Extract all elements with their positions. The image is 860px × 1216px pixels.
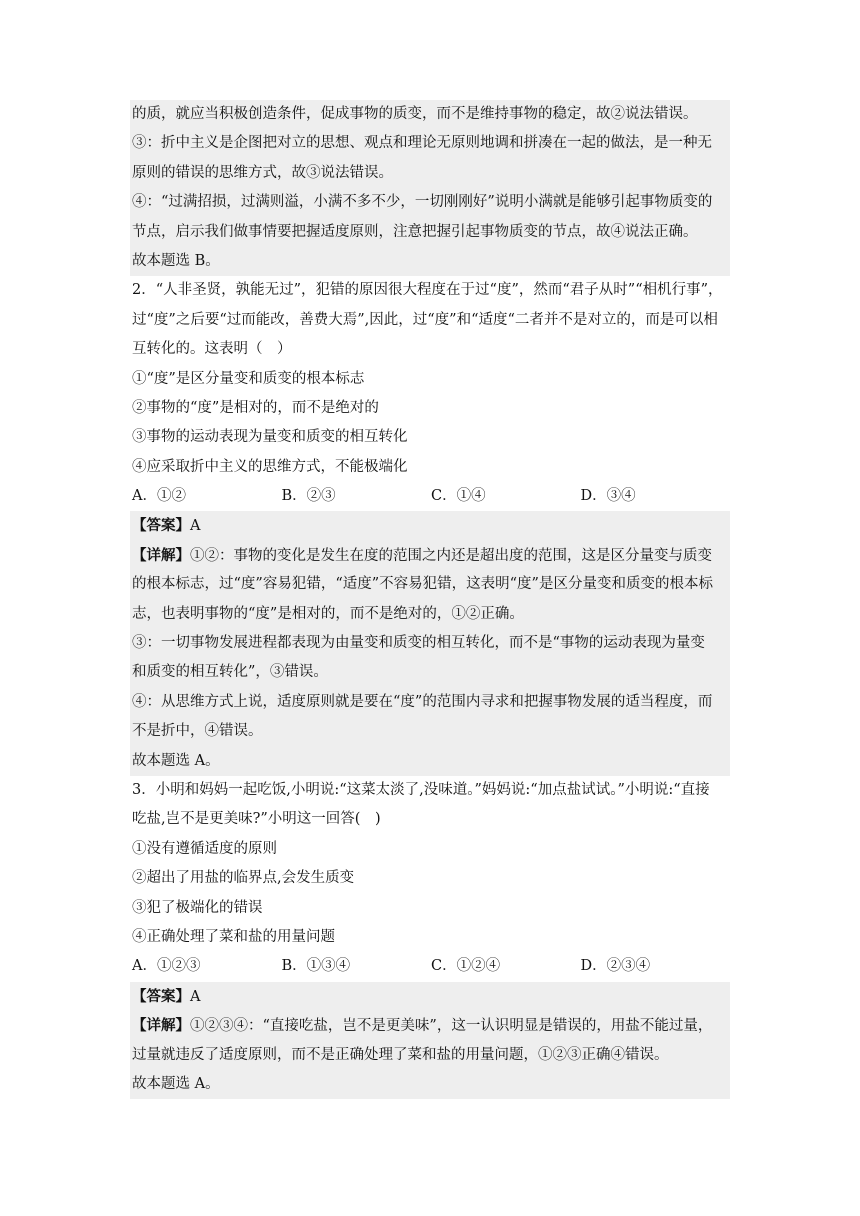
explanation-line: 原则的错误的思维方式，故③说法错误。 bbox=[130, 159, 730, 188]
question-stem-line: 互转化的。这表明（ ） bbox=[132, 341, 292, 358]
answer-tag: 【答案】 bbox=[132, 987, 190, 1005]
option-c: C．①②④ bbox=[431, 958, 501, 975]
option-b: B．①③④ bbox=[281, 958, 351, 975]
detail-line: ③：一切事物发展进程都表现为由量变和质变的相互转化，而不是“事物的运动表现为量变 bbox=[130, 629, 730, 658]
statement-item: ①没有遵循适度的原则 bbox=[132, 840, 277, 857]
detail-tag: 【详解】 bbox=[132, 546, 190, 564]
detail-line bbox=[130, 1011, 730, 1040]
statement-item: ④正确处理了菜和盐的用量问题 bbox=[132, 928, 335, 945]
detail-line: 过量就违反了适度原则，而不是正确处理了菜和盐的用量问题，①②③正确④错误。 bbox=[130, 1041, 730, 1070]
statement-item: ②超出了用盐的临界点,会发生质变 bbox=[132, 870, 355, 887]
answer-options bbox=[130, 952, 730, 981]
explanation-line: 故本题选 B。 bbox=[130, 247, 730, 276]
detail-text: ①②：事物的变化是发生在度的范围之内还是超出度的范围，这是区分量变与质变 bbox=[190, 547, 712, 564]
explanation-line: ④：“过满招损，过满则溢，小满不多不少，一切刚刚好”说明小满就是能够引起事物质变的 bbox=[130, 188, 730, 217]
option-b: B．②③ bbox=[281, 488, 336, 505]
option-c: C．①④ bbox=[431, 488, 486, 505]
statement-item: ②事物的“度”是相对的，而不是绝对的 bbox=[132, 399, 379, 416]
detail-line: 的根本标志，过“度”容易犯错，“适度”不容易犯错，这表明“度”是区分量变和质变的根本标 bbox=[130, 570, 730, 599]
answer-value: A bbox=[190, 518, 201, 535]
detail-line bbox=[130, 541, 730, 570]
explanation-line: 的质，就应当积极创造条件，促成事物的质变，而不是维持事物的稳定，故②说法错误。 bbox=[130, 100, 730, 129]
detail-line: ④：从思维方式上说，适度原则就是要在“度”的范围内寻求和把握事物发展的适当程度，而 bbox=[130, 688, 730, 717]
detail-line: 志，也表明事物的“度”是相对的，而不是绝对的，①②正确。 bbox=[130, 600, 730, 629]
question-stem-line: 3．小明和妈妈一起吃饭,小明说:“这菜太淡了,没味道。”妈妈说:“加点盐试试。”小明说:“直接 bbox=[132, 781, 710, 798]
answer-value: A bbox=[190, 988, 201, 1005]
question-stem-line: 2．“人非圣贤，孰能无过”，犯错的原因很大程度在于过“度”，然而“君子从时”“相机行事”， bbox=[132, 282, 723, 299]
detail-tag: 【详解】 bbox=[132, 1017, 190, 1035]
question-stem-line: 吃盐,岂不是更美味?”小明这一回答( ) bbox=[132, 811, 381, 828]
detail-line: 和质变的相互转化”，③错误。 bbox=[130, 658, 730, 687]
answer-line bbox=[130, 982, 730, 1011]
option-a: A．①② bbox=[132, 488, 186, 505]
option-d: D．②③④ bbox=[580, 958, 651, 975]
detail-line: 不是折中，④错误。 bbox=[130, 717, 730, 746]
explanation-line: ③：折中主义是企图把对立的思想、观点和理论无原则地调和拼凑在一起的做法，是一种无 bbox=[130, 129, 730, 158]
statement-item: ①“度”是区分量变和质变的根本标志 bbox=[132, 370, 365, 387]
option-d: D．③④ bbox=[580, 488, 636, 505]
answer-tag: 【答案】 bbox=[132, 517, 190, 535]
question-stem-line: 过“度”之后要“过而能改，善费大焉”,因此，过“度”和“适度“二者并不是对立的，而是可以相 bbox=[132, 311, 718, 328]
option-a: A．①②③ bbox=[132, 958, 201, 975]
answer-options bbox=[130, 482, 730, 511]
answer-line bbox=[130, 511, 730, 540]
explanation-line: 节点，启示我们做事情要把握适度原则，注意把握引起事物质变的节点，故④说法正确。 bbox=[130, 218, 730, 247]
statement-item: ④应采取折中主义的思维方式，不能极端化 bbox=[132, 458, 408, 475]
detail-line: 故本题选 A。 bbox=[130, 1070, 730, 1099]
document-content bbox=[130, 100, 730, 1099]
detail-line: 故本题选 A。 bbox=[130, 747, 730, 776]
detail-text: ①②③④：“直接吃盐，岂不是更美味”，这一认识明显是错误的，用盐不能过量， bbox=[190, 1018, 713, 1035]
statement-item: ③事物的运动表现为量变和质变的相互转化 bbox=[132, 429, 408, 446]
statement-item: ③犯了极端化的错误 bbox=[132, 899, 263, 916]
